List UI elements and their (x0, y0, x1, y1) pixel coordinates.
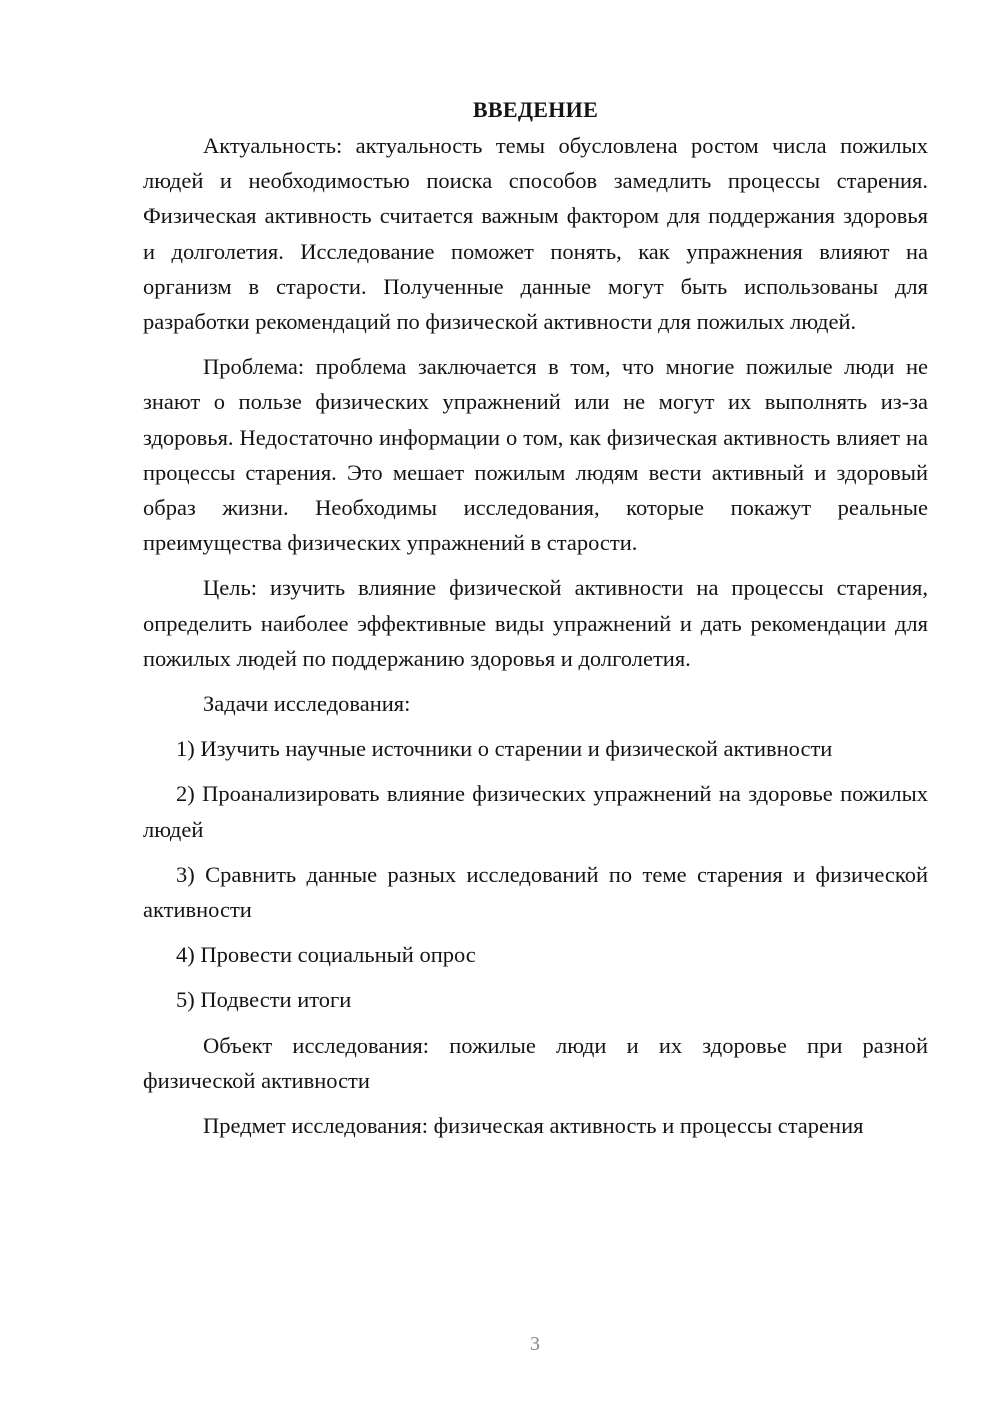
page-number: 3 (530, 1333, 540, 1355)
tasks-title: Задачи исследования: (203, 691, 411, 717)
section-heading: ВВЕДЕНИЕ (472, 97, 599, 122)
task-item: 3) Сравнить данные разных исследований по теме старения и физической активности (143, 861, 928, 923)
task-item: 1) Изучить научные источники о старении и физической активности (176, 736, 833, 762)
task-item: 5) Подвести итоги (176, 987, 352, 1013)
object-paragraph: Объект исследования: пожилые люди и их здоровье при разной физической активности (143, 1032, 928, 1093)
goal-paragraph: Цель: изучить влияние физической активности на процессы старения, определить наиболее эффективные виды упражнений и дать рекомендации для пожилых людей по поддержанию здоровья и долголетия. (143, 575, 928, 671)
relevance-paragraph: Актуальность: актуальность темы обусловлена ростом числа пожилых людей и необходимостью поиска способов замедлить процессы старения. Физическая активность считается важным фактором для поддержания здоровья и долголетия. Исследование поможет понять, как упражнения влияют на организм в старости. Полученные данные могут быть использованы для разработки рекомендаций по физической активности для пожилых людей. (143, 133, 928, 335)
subject-paragraph: Предмет исследования: физическая активность и процессы старения (203, 1113, 864, 1139)
task-item: 2) Проанализировать влияние физических упражнений на здоровье пожилых людей (143, 781, 928, 842)
task-item: 4) Провести социальный опрос (176, 942, 476, 968)
document-page (143, 94, 928, 1153)
problem-paragraph: Проблема: проблема заключается в том, что многие пожилые люди не знают о пользе физических упражнений или не могут их выполнять из-за здоровья. Недостаточно информации о том, как физическая активность влияет на процессы старения. Это мешает пожилым людям вести активный и здоровый образ жизни. Необходимы исследования, которые покажут реальные преимущества физических упражнений в старости. (143, 354, 928, 556)
